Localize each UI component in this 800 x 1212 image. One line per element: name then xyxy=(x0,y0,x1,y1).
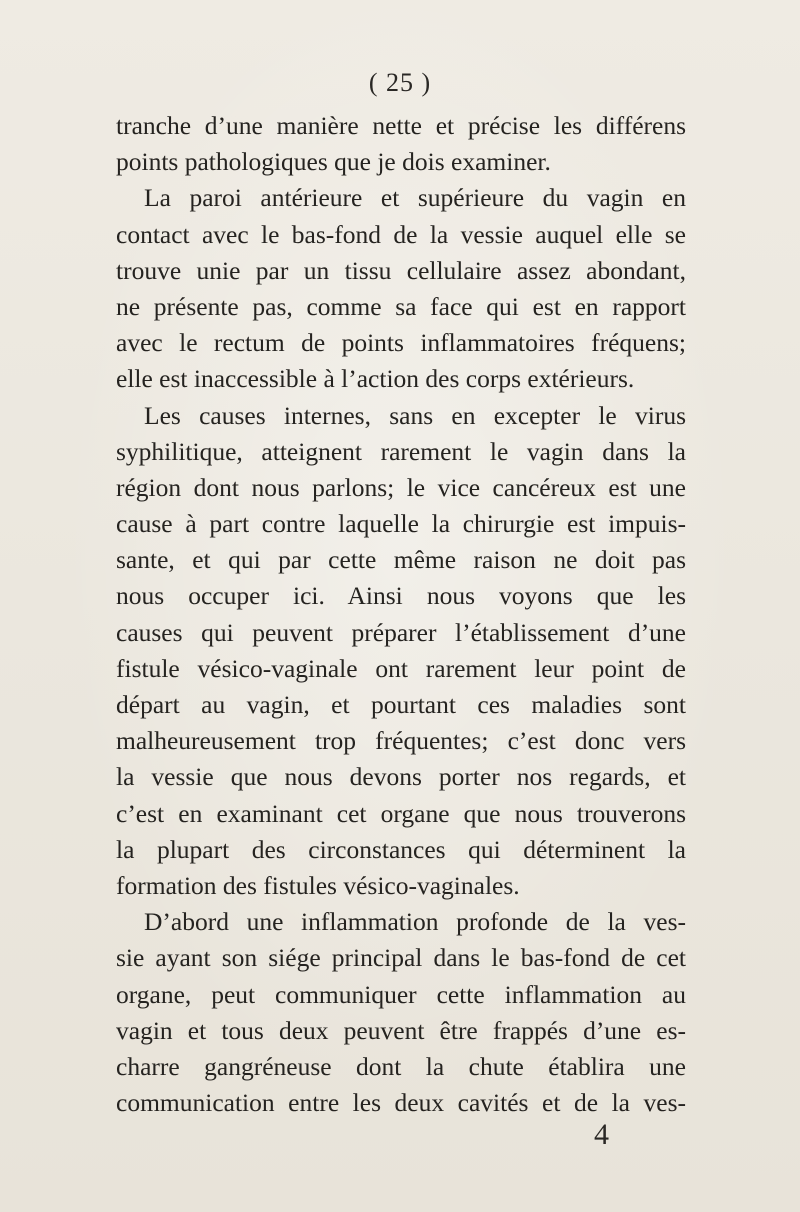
text-line: trouve unie par un tissu cellulaire assez abondant, xyxy=(116,255,686,285)
text-line: sante, et qui par cette même raison ne doit pas xyxy=(116,545,686,575)
text-line: avec le rectum de points inflammatoires fréquens; xyxy=(116,328,686,358)
text-line: charre gangréneuse dont la chute établira une xyxy=(116,1051,686,1081)
text-line: malheureusement trop fréquentes; c’est donc vers xyxy=(116,726,686,756)
text-line: points pathologiques que je dois examiner. xyxy=(116,147,551,177)
text-line: sie ayant son siége principal dans le bas-fond de cet xyxy=(116,943,686,973)
text-line: elle est inaccessible à l’action des corps extérieurs. xyxy=(116,364,635,394)
text-line: région dont nous parlons; le vice cancéreux est une xyxy=(116,472,686,502)
signature-mark: 4 xyxy=(594,1118,609,1151)
text-line: causes qui peuvent préparer l’établissement d’une xyxy=(116,617,686,647)
text-line: organe, peut communiquer cette inflammation au xyxy=(116,979,686,1009)
paragraph-start-line: Les causes internes, sans en excepter le virus xyxy=(144,400,686,430)
text-line: vagin et tous deux peuvent être frappés d’une es- xyxy=(116,1015,686,1045)
text-line: contact avec le bas-fond de la vessie auquel elle se xyxy=(116,219,686,249)
text-line: tranche d’une manière nette et précise les différens xyxy=(116,111,686,140)
text-line: syphilitique, atteignent rarement le vagin dans la xyxy=(116,436,686,466)
paragraph-start-line: D’abord une inflammation profonde de la ves- xyxy=(144,907,686,937)
text-line: ne présente pas, comme sa face qui est en rapport xyxy=(116,291,686,321)
paragraph-start-line: La paroi antérieure et supérieure du vagin en xyxy=(144,183,686,213)
text-line: c’est en examinant cet organe que nous trouverons xyxy=(116,798,686,828)
text-line: fistule vésico-vaginale ont rarement leur point de xyxy=(116,653,686,683)
text-line: communication entre les deux cavités et de la ves- xyxy=(116,1088,686,1118)
page-number: ( 25 ) xyxy=(368,68,432,97)
text-line: la vessie que nous devons porter nos regards, et xyxy=(116,762,686,792)
text-line: départ au vagin, et pourtant ces maladies sont xyxy=(116,690,686,719)
body-text xyxy=(116,108,686,1121)
text-line: formation des fistules vésico-vaginales. xyxy=(116,870,520,900)
text-line: nous occuper ici. Ainsi nous voyons que les xyxy=(116,581,686,611)
text-line: la plupart des circonstances qui déterminent la xyxy=(116,834,686,864)
text-line: cause à part contre laquelle la chirurgie est impuis- xyxy=(116,509,686,539)
